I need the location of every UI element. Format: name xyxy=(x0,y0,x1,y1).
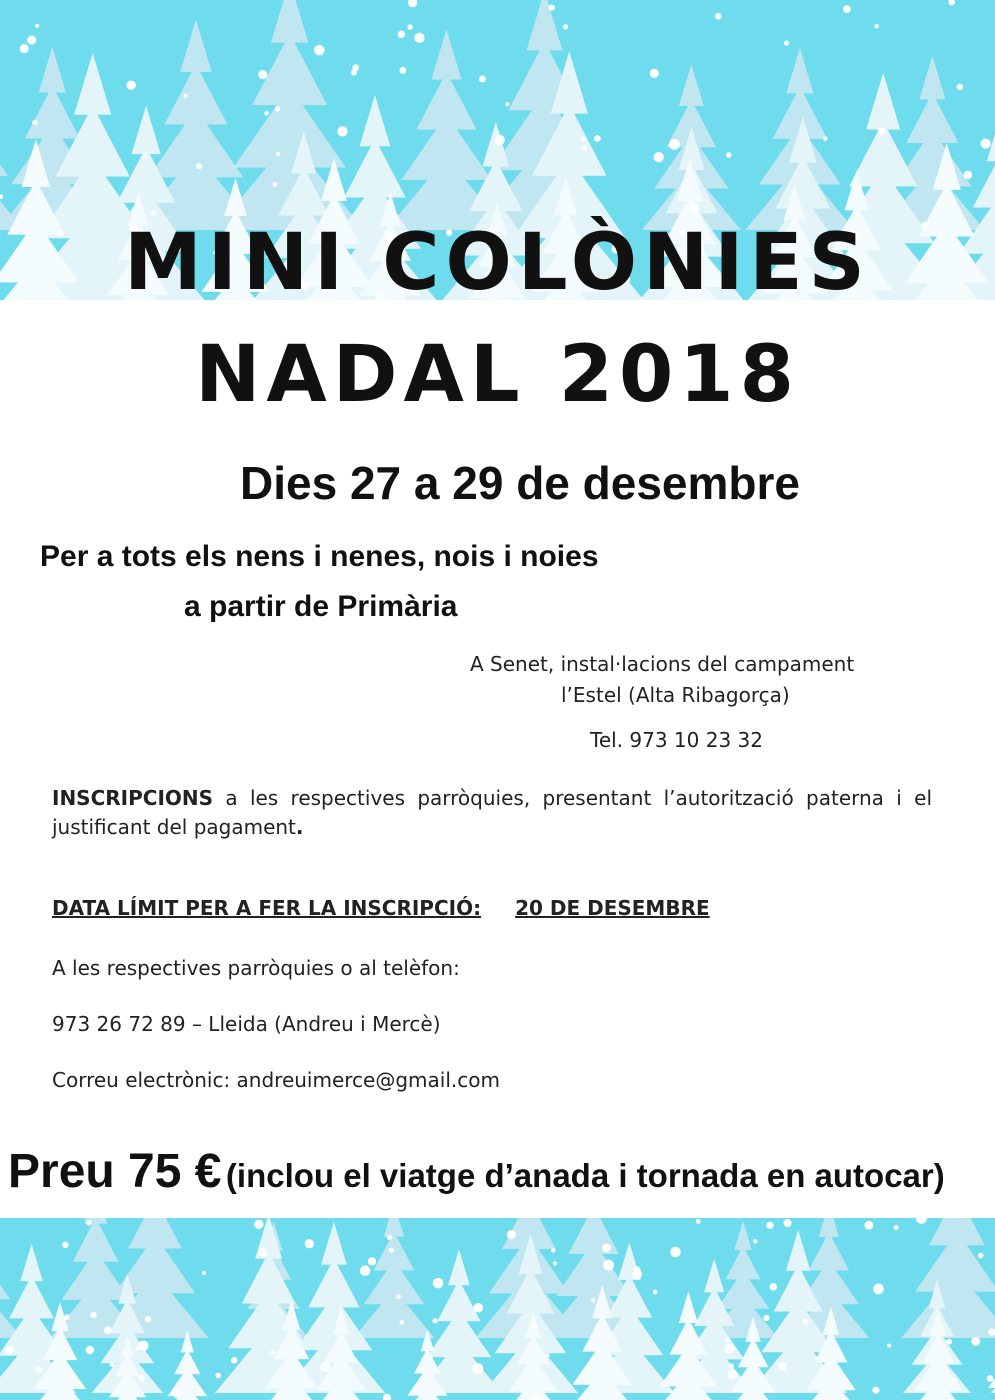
snowflake-dot xyxy=(653,1290,658,1295)
snowflake-dot xyxy=(978,1253,984,1259)
snowflake-dot xyxy=(632,1269,642,1279)
snowflake-dot xyxy=(104,1326,112,1334)
snowflake-dot xyxy=(64,1314,70,1320)
snowflake-dot xyxy=(654,152,664,162)
snowflake-dot xyxy=(151,211,156,216)
snowflake-dot xyxy=(145,1316,151,1322)
snowflake-dot xyxy=(474,1303,484,1313)
snowflake-dot xyxy=(36,1367,42,1373)
location-phone: Tel. 973 10 23 32 xyxy=(590,728,763,752)
snowflake-dot xyxy=(231,1357,238,1364)
registration-text: a les respectives parròquies, presentant l’autorització paterna i el justificant del pagament xyxy=(52,786,932,839)
snowflake-dot xyxy=(110,1362,115,1367)
snowflake-dot xyxy=(581,137,586,142)
snowflake-dot xyxy=(724,1344,734,1354)
snowflake-dot xyxy=(32,120,37,125)
snowflake-dot xyxy=(981,139,991,149)
snowflake-dot xyxy=(351,70,357,76)
snowflake-dot xyxy=(602,1244,611,1253)
snowflake-dot xyxy=(964,171,973,180)
snowflake-dot xyxy=(337,126,347,136)
price-amount: Preu 75 € xyxy=(8,1145,222,1198)
snowflake-dot xyxy=(387,1235,392,1240)
snowflake-dot xyxy=(264,111,269,116)
snowflake-dot xyxy=(553,1261,557,1265)
snowflake-dot xyxy=(276,152,280,156)
snowflake-dot xyxy=(6,1346,14,1354)
snowflake-dot xyxy=(27,36,36,45)
audience-line-1: Per a tots els nens i nenes, nois i noies xyxy=(40,540,599,573)
snowflake-dot xyxy=(138,1375,144,1381)
deadline-label: DATA LÍMIT PER A FER LA INSCRIPCIÓ: xyxy=(52,896,482,920)
snowflake-dot xyxy=(258,70,267,79)
snowflake-dot xyxy=(669,139,680,150)
deadline-line xyxy=(52,896,710,920)
snowflake-dot xyxy=(399,1320,404,1325)
snowflake-dot xyxy=(86,1346,94,1354)
deadline-date: 20 DE DESEMBRE xyxy=(515,896,710,920)
snowflake-dot xyxy=(946,1339,952,1345)
title-line-1: MINI COLÒNIES xyxy=(124,218,871,308)
snowflake-dot xyxy=(389,1248,394,1253)
snowflake-dot xyxy=(778,1362,787,1371)
snowflake-dot xyxy=(202,1271,206,1275)
snowflake-dot xyxy=(143,153,147,157)
snowflake-dot xyxy=(802,1319,808,1325)
snowflake-dot xyxy=(320,1362,330,1372)
snowflake-dot xyxy=(766,1222,773,1229)
price-note: (inclou el viatge d’anada i tornada en autocar) xyxy=(225,1157,945,1194)
snowflake-dot xyxy=(407,24,412,29)
snowflake-dot xyxy=(172,1389,181,1398)
snowflake-dot xyxy=(864,1221,873,1230)
registration-paragraph xyxy=(52,784,932,842)
registration-end: . xyxy=(295,815,304,839)
snowflake-dot xyxy=(873,1284,884,1295)
snowflake-dot xyxy=(726,152,732,158)
snowflake-dot xyxy=(591,1298,595,1302)
snowflake-dot xyxy=(696,1219,701,1224)
snowflake-dot xyxy=(495,135,505,145)
snowflake-dot xyxy=(715,13,722,20)
snowflake-dot xyxy=(874,24,878,28)
snowflake-dot xyxy=(62,1242,68,1248)
snowflake-dot xyxy=(400,67,407,74)
snowflake-dot xyxy=(878,127,885,134)
snowflake-dot xyxy=(770,1283,778,1291)
snowflake-dot xyxy=(689,203,699,213)
snowflake-dot xyxy=(872,1387,879,1394)
title-line-2: NADAL 2018 xyxy=(195,330,800,420)
snowflake-dot xyxy=(894,1225,899,1230)
snowflake-dot xyxy=(784,40,789,45)
snowflake-dot xyxy=(305,1239,314,1248)
snowflake-dot xyxy=(763,1315,769,1321)
snowflake-dot xyxy=(138,1341,149,1352)
registration-label: INSCRIPCIONS xyxy=(52,786,214,810)
snowflake-dot xyxy=(86,1220,91,1225)
contact-phone-line: 973 26 72 89 – Lleida (Andreu i Mercè) xyxy=(52,1012,441,1036)
snowflake-dot xyxy=(360,1265,370,1275)
snowflake-dot xyxy=(728,1370,737,1379)
snowflake-dot xyxy=(784,1219,792,1227)
snowflake-dot xyxy=(823,136,828,141)
price-line xyxy=(8,1144,945,1199)
snowflake-dot xyxy=(314,45,324,55)
snowflake-dot xyxy=(275,106,281,112)
snowflake-dot xyxy=(136,1346,140,1350)
contact-line-1: A les respectives parròquies o al telèfon: xyxy=(52,956,460,980)
snowflake-dot xyxy=(987,1375,994,1382)
snowflake-dot xyxy=(270,1350,274,1354)
snowflake-dot xyxy=(753,1239,757,1243)
snowflake-dot xyxy=(951,1378,956,1383)
snowflake-dot xyxy=(126,80,135,89)
snowflake-dot xyxy=(432,1318,437,1323)
snowflake-dot xyxy=(650,69,659,78)
snowflake-dot xyxy=(971,1337,980,1346)
snowflake-dot xyxy=(549,4,555,10)
snowflake-dot xyxy=(843,5,851,13)
snowflake-dot xyxy=(183,94,187,98)
snowflake-dot xyxy=(414,33,424,43)
snowflake-dot xyxy=(551,1248,556,1253)
audience-line-2: a partir de Primària xyxy=(184,590,458,623)
snowflake-dot xyxy=(729,1364,734,1369)
snowflake-dot xyxy=(670,1247,681,1258)
snowflake-dot xyxy=(368,1257,376,1265)
event-dates: Dies 27 a 29 de desembre xyxy=(240,457,800,509)
snowflake-dot xyxy=(532,1325,536,1329)
snowflake-dot xyxy=(254,1220,263,1229)
location-line-1: A Senet, instal·lacions del campament xyxy=(470,652,855,676)
snowflake-dot xyxy=(398,31,405,38)
snowflake-dot xyxy=(196,163,202,169)
snowflake-dot xyxy=(957,84,963,90)
location-line-2: l’Estel (Alta Ribagorça) xyxy=(561,683,790,707)
snowflake-dot xyxy=(545,1353,549,1357)
contact-email-line: Correu electrònic: andreuimerce@gmail.com xyxy=(52,1068,500,1092)
snowflake-dot xyxy=(433,1278,443,1288)
snowflake-dot xyxy=(35,24,39,28)
snowflake-dot xyxy=(725,1337,730,1342)
snowflake-dot xyxy=(258,1248,267,1257)
snowflake-dot xyxy=(273,182,278,187)
snowflake-dot xyxy=(887,1344,891,1348)
snowflake-dot xyxy=(594,135,601,142)
snowflake-dot xyxy=(472,1363,483,1374)
snowflake-dot xyxy=(20,44,29,53)
winter-forest-footer-illustration xyxy=(0,1218,995,1400)
snowflake-dot xyxy=(479,76,486,83)
snowflake-dot xyxy=(215,1373,221,1379)
snowflake-dot xyxy=(505,102,509,106)
snowflake-dot xyxy=(603,1260,614,1271)
snowflake-dot xyxy=(563,24,568,29)
snowflake-dot xyxy=(90,1312,97,1319)
snowflake-dot xyxy=(396,1294,401,1299)
snowflake-dot xyxy=(507,1230,516,1239)
snowflake-dot xyxy=(582,145,587,150)
